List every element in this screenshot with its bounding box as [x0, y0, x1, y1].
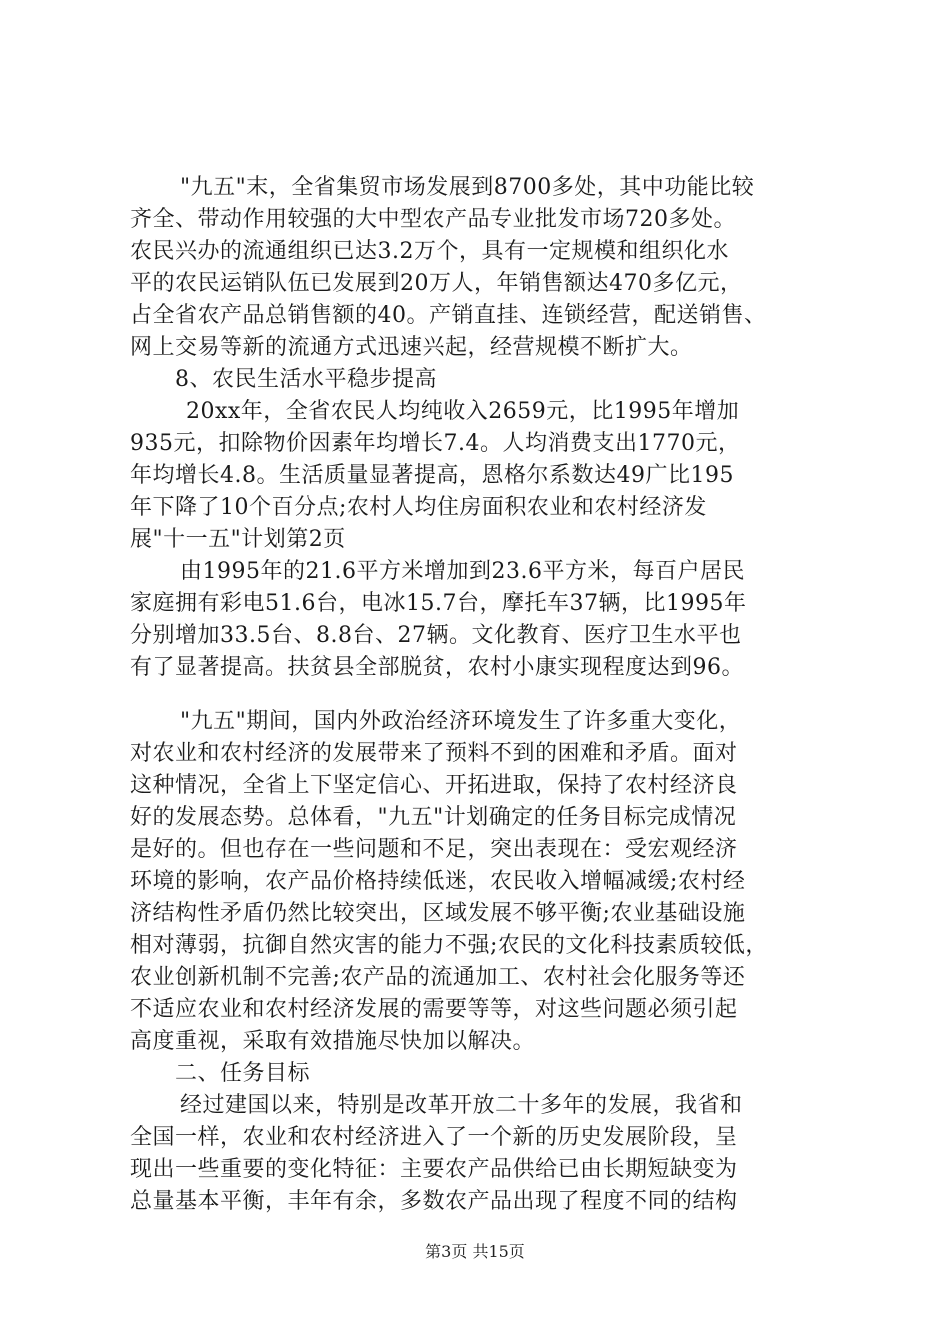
text-line: 分别增加33.5台、8.8台、27辆。文化教育、医疗卫生水平也 — [130, 623, 742, 648]
text-line: 展"十一五"计划第2页 — [130, 527, 346, 552]
text-line: "九五"期间，国内外政治经济环境发生了许多重大变化， — [180, 709, 742, 734]
text-line: 济结构性矛盾仍然比较突出，区域发展不够平衡;农业基础设施 — [130, 901, 746, 926]
text-line: 经过建国以来，特别是改革开放二十多年的发展，我省和 — [180, 1093, 743, 1118]
text-line: 是好的。但也存在一些问题和不足，突出表现在：受宏观经济 — [130, 837, 738, 862]
text-line: 对农业和农村经济的发展带来了预料不到的困难和矛盾。面对 — [130, 741, 738, 766]
text-line: 年下降了10个百分点;农村人均住房面积农业和农村经济发 — [130, 495, 707, 520]
text-line: 平的农民运销队伍已发展到20万人，年销售额达470多亿元， — [130, 271, 743, 296]
text-line: 环境的影响，农产品价格持续低迷，农民收入增幅减缓;农村经 — [130, 869, 746, 894]
text-line: 由1995年的21.6平方米增加到23.6平方米，每百户居民 — [180, 559, 745, 584]
text-line: 有了显著提高。扶贫县全部脱贫，农村小康实现程度达到96。 — [130, 655, 744, 680]
text-line: "九五"末，全省集贸市场发展到8700多处，其中功能比较 — [180, 175, 755, 200]
text-line: 20xx年，全省农民人均纯收入2659元，比1995年增加 — [186, 399, 740, 424]
section-heading: 8、农民生活水平稳步提高 — [175, 367, 437, 392]
text-line: 现出一些重要的变化特征：主要农产品供给已由长期短缺变为 — [130, 1157, 738, 1182]
text-line: 高度重视，采取有效措施尽快加以解决。 — [130, 1029, 536, 1054]
text-line: 935元，扣除物价因素年均增长7.4。人均消费支出1770元， — [130, 431, 741, 456]
text-line: 这种情况，全省上下坚定信心、开拓进取，保持了农村经济良 — [130, 773, 738, 798]
section-heading: 二、任务目标 — [175, 1061, 311, 1086]
text-line: 总量基本平衡，丰年有余，多数农产品出现了程度不同的结构 — [130, 1189, 738, 1214]
text-line: 农民兴办的流通组织已达3.2万个，具有一定规模和组织化水 — [130, 239, 729, 264]
text-line: 农业创新机制不完善;农产品的流通加工、农村社会化服务等还 — [130, 965, 746, 990]
text-line: 占全省农产品总销售额的40。产销直挂、连锁经营，配送销售、 — [130, 303, 767, 328]
text-line: 相对薄弱，抗御自然灾害的能力不强;农民的文化科技素质较低， — [130, 933, 768, 958]
text-line: 全国一样，农业和农村经济进入了一个新的历史发展阶段，呈 — [130, 1125, 738, 1150]
text-line: 齐全、带动作用较强的大中型农产品专业批发市场720多处。 — [130, 207, 736, 232]
text-line: 年均增长4.8。生活质量显著提高，恩格尔系数达49广比195 — [130, 463, 734, 488]
text-line: 不适应农业和农村经济发展的需要等等，对这些问题必须引起 — [130, 997, 738, 1022]
text-line: 好的发展态势。总体看，"九五"计划确定的任务目标完成情况 — [130, 805, 737, 830]
page-number-footer: 第3页 共15页 — [425, 1242, 525, 1261]
text-line: 家庭拥有彩电51.6台，电冰15.7台，摩托车37辆，比1995年 — [130, 591, 747, 616]
text-line: 网上交易等新的流通方式迅速兴起，经营规模不断扩大。 — [130, 335, 693, 360]
